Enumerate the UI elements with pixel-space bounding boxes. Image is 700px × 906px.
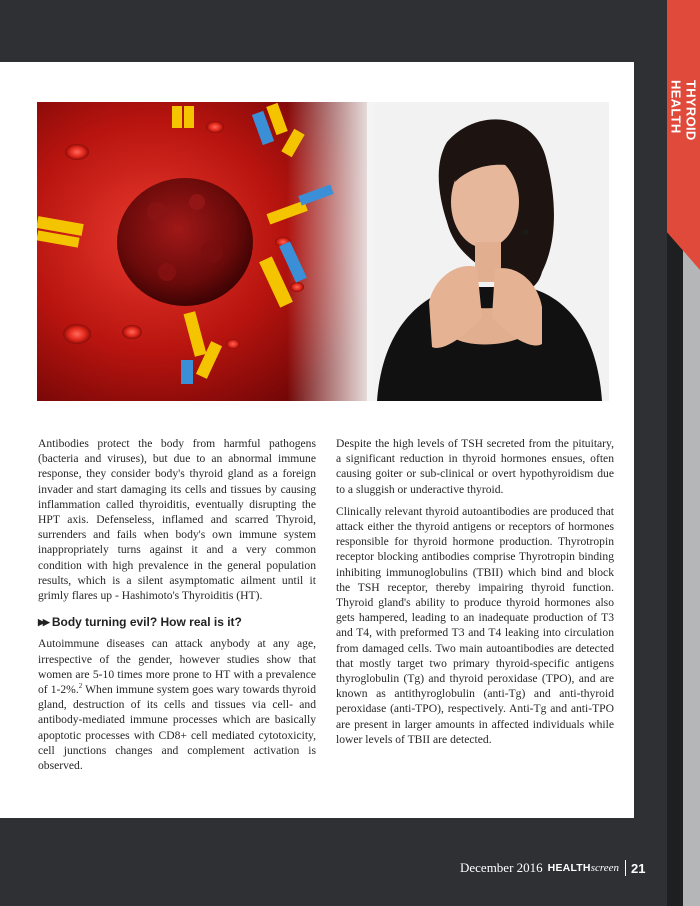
body-paragraph: Clinically relevant thyroid autoantibodies are produced that attack either the thyroid antigens or receptors of hormones responsible for thyroid hormone production. Thyrotropin receptor blocking antibodies comprise Thyrotropin binding inhibiting immunoglobulins (TBII) which bind and block the TSH receptor, thereby impairing thyroid function. Thyroid gland's ability to produce thyroid hormones also gets hampered, leading to an inadequate production of T3 and T4, with preformed T3 and T4 leaking into circulation from damaged cells. Two main autoantibodies are detected that mostly target two primary thyroid-specific antigens thyroglobulin (Tg) and thyroid peroxidase (TPO), and are known as antithyroglobulin (anti-Tg) and anti-thyroid peroxidase (anti-TPO), respectively. Anti-Tg and anti-TPO are present in larger amounts in affected individuals while lower levels of TBII are detected.: [336, 504, 614, 746]
body-text: When immune system goes wary towards thyroid gland, destruction of its cells and tissues via cell- and antibody-mediated immune processes which are basically apoptotic processes with CD8+ cell mediated cytotoxicity, cell junctions changes and complement activation is observed.: [38, 683, 316, 773]
red-blood-cell: [290, 282, 304, 292]
section-subheading: [38, 615, 316, 630]
article-column-left: [38, 436, 316, 780]
body-paragraph: Antibodies protect the body from harmful pathogens (bacteria and viruses), but due to an abnormal immune response, they consider body's thyroid gland as a foreign invader and start damaging its cells and tissues by causing inflammation called thyroiditis, eventually disrupting the HPT axis. Defenseless, inflamed and scarred Thyroid, surrenders and fails when body's own immune system inappropriately turns against it and a very common condition with high prevalence in the general population results, which is a silent asymptomatic ailment until it grimly flares up - Hashimoto's Thyroiditis (HT).: [38, 437, 316, 603]
side-grey-bar: [683, 248, 700, 906]
section-tab-label-wrap: [667, 80, 700, 190]
top-band: [0, 0, 700, 62]
footnote-reference: 2: [78, 682, 83, 691]
double-right-arrow-icon: ▶▶: [38, 617, 48, 628]
body-paragraph: [38, 636, 316, 773]
red-blood-cell: [122, 325, 142, 339]
issue-date: December 2016: [460, 860, 543, 875]
red-blood-cell: [65, 144, 89, 160]
article-page: [0, 62, 634, 818]
red-blood-cell: [226, 339, 240, 349]
footer-divider: [625, 860, 626, 876]
hero-image: [37, 102, 609, 401]
magazine-brand-bold: HEALTH: [547, 862, 591, 874]
subheading-text: Body turning evil? How real is it?: [51, 615, 242, 630]
red-blood-cell: [63, 324, 91, 344]
red-blood-cell: [206, 121, 224, 133]
body-paragraph: Despite the high levels of TSH secreted from the pituitary, a significant reduction in thyroid hormones ensues, often causing goiter or sub-clinical or overt hypothyroidism due to a sluggish or underactive thyroid.: [336, 437, 614, 496]
magazine-brand-italic: screen: [590, 862, 619, 874]
page-footer: [460, 858, 645, 878]
hero-illustration: [37, 102, 609, 401]
infected-cell: [117, 178, 253, 306]
article-column-right: [336, 436, 614, 754]
page-number: 21: [631, 860, 646, 876]
section-tab-label: THYROID HEALTH: [668, 80, 699, 141]
body-text: Autoimmune diseases can attack anybody at any age, irrespective of the gender, however studies show that women are 5-10 times more prone to HT with a prevalence of 1-2%.: [38, 637, 316, 697]
